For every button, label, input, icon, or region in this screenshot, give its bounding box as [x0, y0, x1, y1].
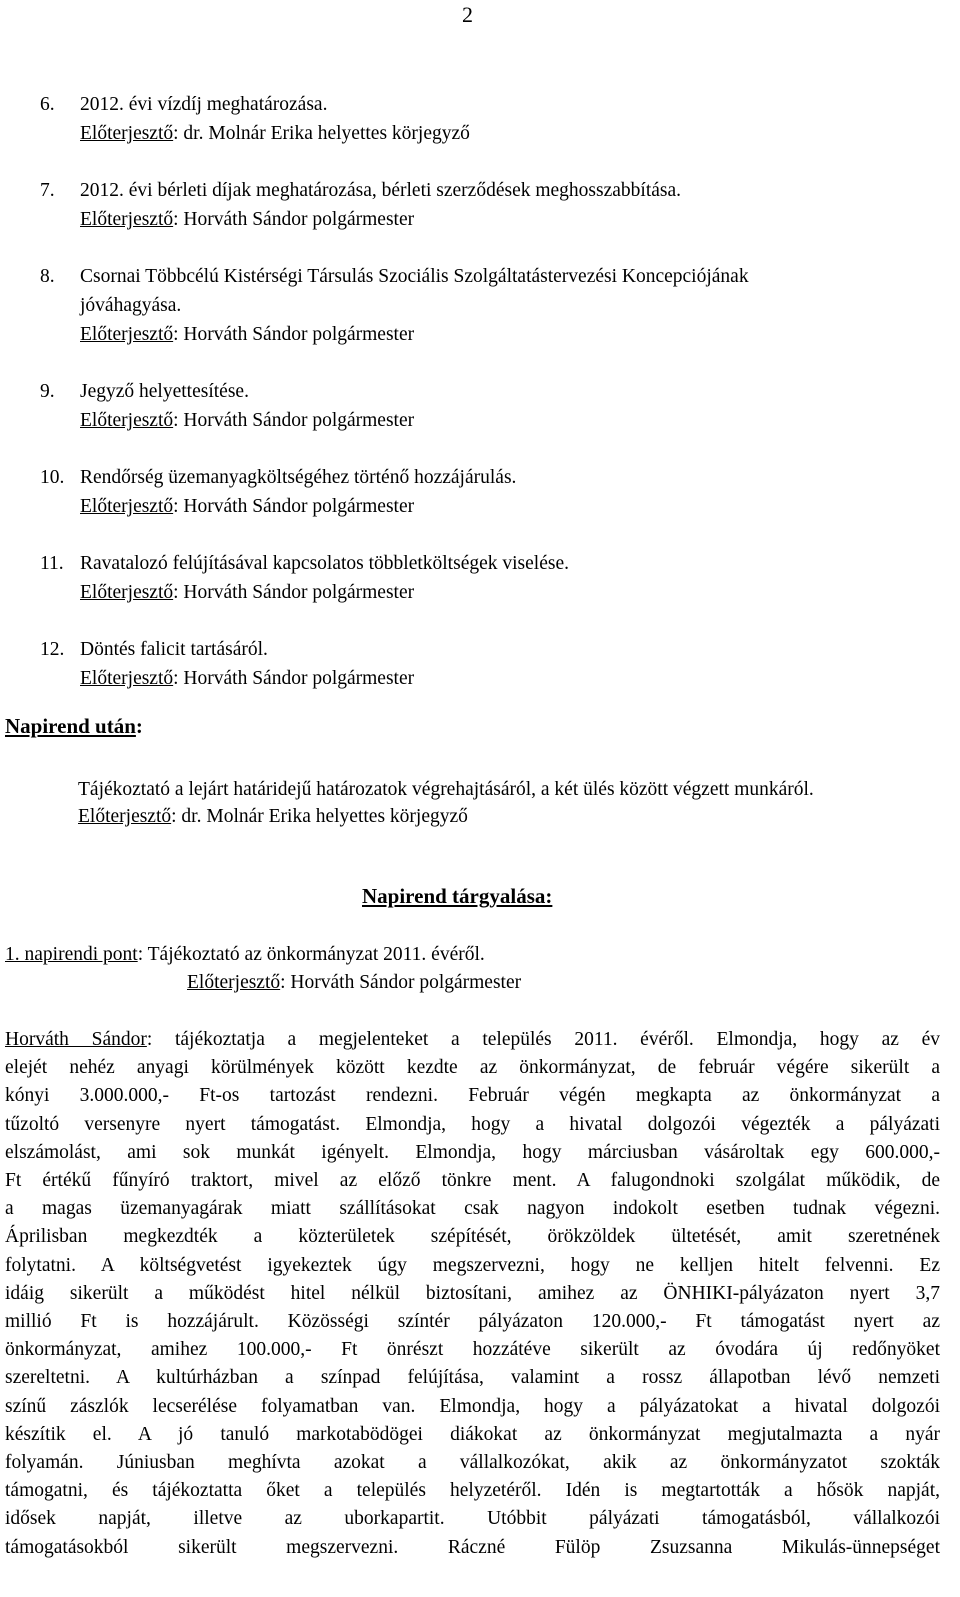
presenter-name: : Horváth Sándor polgármester [173, 582, 415, 603]
minutes-line-text: a magas üzemanyagárak miatt szállításokat csak nagyon indokolt esetben tudnak végezni. [5, 1198, 940, 1220]
minutes-line [5, 1082, 940, 1110]
agenda-item [40, 463, 940, 521]
presenter-label: Előterjesztő [80, 668, 174, 689]
presenter-label: Előterjesztő [80, 582, 174, 603]
agenda-item-presenter [40, 205, 940, 234]
minutes-line-text: elszámolást, ami sok munkát igényelt. Elmondja, hogy márciusban vásároltak egy 600.000,- [5, 1141, 940, 1163]
presenter-name: : Horváth Sándor polgármester [173, 668, 415, 689]
minutes-line [5, 1449, 940, 1477]
agenda-item-title: Jegyző helyettesítése. [80, 381, 249, 402]
minutes-line [5, 1223, 940, 1251]
presenter-label: Előterjesztő [187, 972, 281, 993]
point-presenter [5, 969, 945, 997]
agenda-list [40, 90, 940, 693]
agenda-item-presenter [40, 320, 940, 349]
point-title-text: : Tájékoztató az önkormányzat 2011. évéről. [137, 944, 485, 965]
agenda-item-title: Döntés falicit tartásáról. [80, 639, 268, 660]
page-number: 2 [462, 2, 473, 27]
agenda-item [40, 262, 940, 349]
agenda-item [40, 377, 940, 435]
minutes-line-text: folyamán. Júniusban meghívta azokat a vállalkozókat, akik az önkormányzatot szokták [5, 1452, 940, 1474]
agenda-item-title-line [40, 90, 940, 119]
agenda-item-number: 11. [40, 553, 64, 574]
presenter-name: : Horváth Sándor polgármester [173, 410, 415, 431]
presenter-label: Előterjesztő [78, 806, 172, 827]
agenda-item-title: Csornai Többcélú Kistérségi Társulás Szociális Szolgáltatástervezési Koncepciójának [80, 266, 749, 287]
agenda-item-presenter [40, 664, 940, 693]
agenda-item-presenter [40, 492, 940, 521]
agenda-item [40, 176, 940, 234]
minutes-line-text: elejét nehéz anyagi körülmények között kezdte az önkormányzat, de február végére sikerült a [5, 1057, 940, 1079]
minutes-line-text: színű zászlók lecserélése folyamatban van. Elmondja, hogy a pályázatokat a hivatal dolgozói [5, 1395, 940, 1417]
agenda-item-presenter [40, 119, 940, 148]
minutes-line [5, 1195, 940, 1223]
minutes-line-text: idáig sikerült a működést hitel nélkül biztosítani, amihez az ÖNHIKI-pályázaton nyert 3,7 [5, 1282, 940, 1304]
point-title [5, 941, 945, 969]
presenter-name: : dr. Molnár Erika helyettes körjegyző [173, 123, 470, 144]
minutes-line-text: tűzoltó versenyre nyert támogatást. Elmondja, hogy a hivatal dolgozói végezték a pályázati [5, 1113, 940, 1135]
agenda-item-title-line [40, 549, 940, 578]
presenter-label: Előterjesztő [80, 324, 174, 345]
agenda-item-title-line [40, 377, 940, 406]
after-agenda-text: Tájékoztató a lejárt határidejű határozatok végrehajtásáról, a két ülés között végzett munkáról. [78, 779, 814, 800]
after-agenda-heading-text: Napirend után [5, 714, 136, 738]
after-agenda-heading-colon: : [135, 714, 143, 738]
agenda-item-title: 2012. évi bérleti díjak meghatározása, bérleti szerződések meghosszabbítása. [80, 180, 682, 201]
minutes-line [5, 1534, 940, 1562]
agenda-item-number: 9. [40, 381, 55, 402]
presenter-label: Előterjesztő [80, 209, 174, 230]
agenda-item-number: 7. [40, 180, 55, 201]
speaker-name: Horváth Sándor [5, 1029, 147, 1050]
presenter-name: : Horváth Sándor polgármester [280, 972, 522, 993]
point-label: 1. napirendi pont [5, 944, 138, 965]
agenda-item-title: Ravatalozó felújításával kapcsolatos többletköltségek viselése. [80, 553, 569, 574]
agenda-item-title-line [40, 463, 940, 492]
agenda-item-number: 12. [40, 639, 65, 660]
minutes-line-text: támogatni, és tájékoztatta őket a település helyzetéről. Idén is megtartották a hősök napját, [5, 1480, 940, 1502]
minutes-line-text: millió Ft is hozzájárult. Közösségi színtér pályázaton 120.000,- Ft támogatást nyert az [5, 1311, 940, 1333]
minutes-line [5, 1139, 940, 1167]
minutes-line-text: támogatásokból sikerült megszervezni. Ráczné Fülöp Zsuzsanna Mikulás-ünnepséget [5, 1536, 940, 1558]
agenda-item-number: 8. [40, 266, 55, 287]
minutes-line-text: : tájékoztatja a megjelenteket a település 2011. évéről. Elmondja, hogy az év [146, 1029, 940, 1050]
after-agenda-block [78, 776, 940, 830]
minutes-line [5, 1364, 940, 1392]
agenda-item [40, 90, 940, 148]
minutes-line [5, 1111, 940, 1139]
agenda-item [40, 549, 940, 607]
agenda-item-title: Rendőrség üzemanyagköltségéhez történő hozzájárulás. [80, 467, 517, 488]
agenda-item-title: 2012. évi vízdíj meghatározása. [80, 94, 328, 115]
agenda-item-title-line [40, 291, 940, 320]
minutes-line [5, 1167, 940, 1195]
minutes-line [5, 1026, 940, 1054]
minutes-line [5, 1477, 940, 1505]
minutes-line [5, 1252, 940, 1280]
minutes-line-text: szereltetni. A kultúrházban a színpad felújítása, valamint a rossz állapotban lévő nemzeti [5, 1367, 940, 1389]
agenda-item-number: 10. [40, 467, 65, 488]
minutes-line-text: készítik el. A jó tanuló markotabödögei diákokat az önkormányzat megjutalmazta a nyár [5, 1423, 940, 1445]
minutes-line [5, 1505, 940, 1533]
agenda-item-title-line [40, 635, 940, 664]
discussion-heading: Napirend tárgyalása: [362, 884, 553, 908]
minutes-line [5, 1280, 940, 1308]
minutes-line [5, 1054, 940, 1082]
agenda-item-title: jóváhagyása. [80, 295, 182, 316]
minutes-line [5, 1393, 940, 1421]
after-agenda-heading [5, 714, 143, 739]
minutes-line-text: kónyi 3.000.000,- Ft-os tartozást rendezni. Február végén megkapta az önkormányzat a [5, 1085, 940, 1107]
minutes-line-text: Áprilisban megkezdték a közterületek szépítését, örökzöldek ültetését, amit szeretnének [5, 1226, 940, 1248]
agenda-item-title-line [40, 262, 940, 291]
presenter-name: : Horváth Sándor polgármester [173, 496, 415, 517]
agenda-item-presenter [40, 578, 940, 607]
agenda-item-title-line [40, 176, 940, 205]
after-agenda-presenter [78, 803, 940, 830]
presenter-label: Előterjesztő [80, 410, 174, 431]
agenda-item [40, 635, 940, 693]
agenda-item-presenter [40, 406, 940, 435]
minutes-line [5, 1421, 940, 1449]
presenter-name: : Horváth Sándor polgármester [173, 209, 415, 230]
minutes-line [5, 1308, 940, 1336]
presenter-name: : dr. Molnár Erika helyettes körjegyző [171, 806, 468, 827]
presenter-name: : Horváth Sándor polgármester [173, 324, 415, 345]
minutes-line [5, 1336, 940, 1364]
minutes-line-text: Ft értékű fűnyíró traktort, mivel az előző tönkre ment. A falugondnoki szolgálat működik, de [5, 1170, 940, 1192]
agenda-item-number: 6. [40, 94, 55, 115]
presenter-label: Előterjesztő [80, 123, 174, 144]
minutes-line-text: önkormányzat, amihez 100.000,- Ft önrészt hozzátéve sikerült az óvodára új redőnyöket [5, 1339, 940, 1361]
agenda-point-1 [5, 941, 945, 997]
minutes-body [5, 1026, 940, 1562]
minutes-line-text: idősek napját, illetve az uborkapartit. Utóbbit pályázati támogatásból, vállalkozói [5, 1508, 940, 1530]
presenter-label: Előterjesztő [80, 496, 174, 517]
minutes-line-text: folytatni. A költségvetést igyekeztek úgy megszervezni, hogy ne kelljen hitelt felvenni. Ez [5, 1254, 940, 1276]
